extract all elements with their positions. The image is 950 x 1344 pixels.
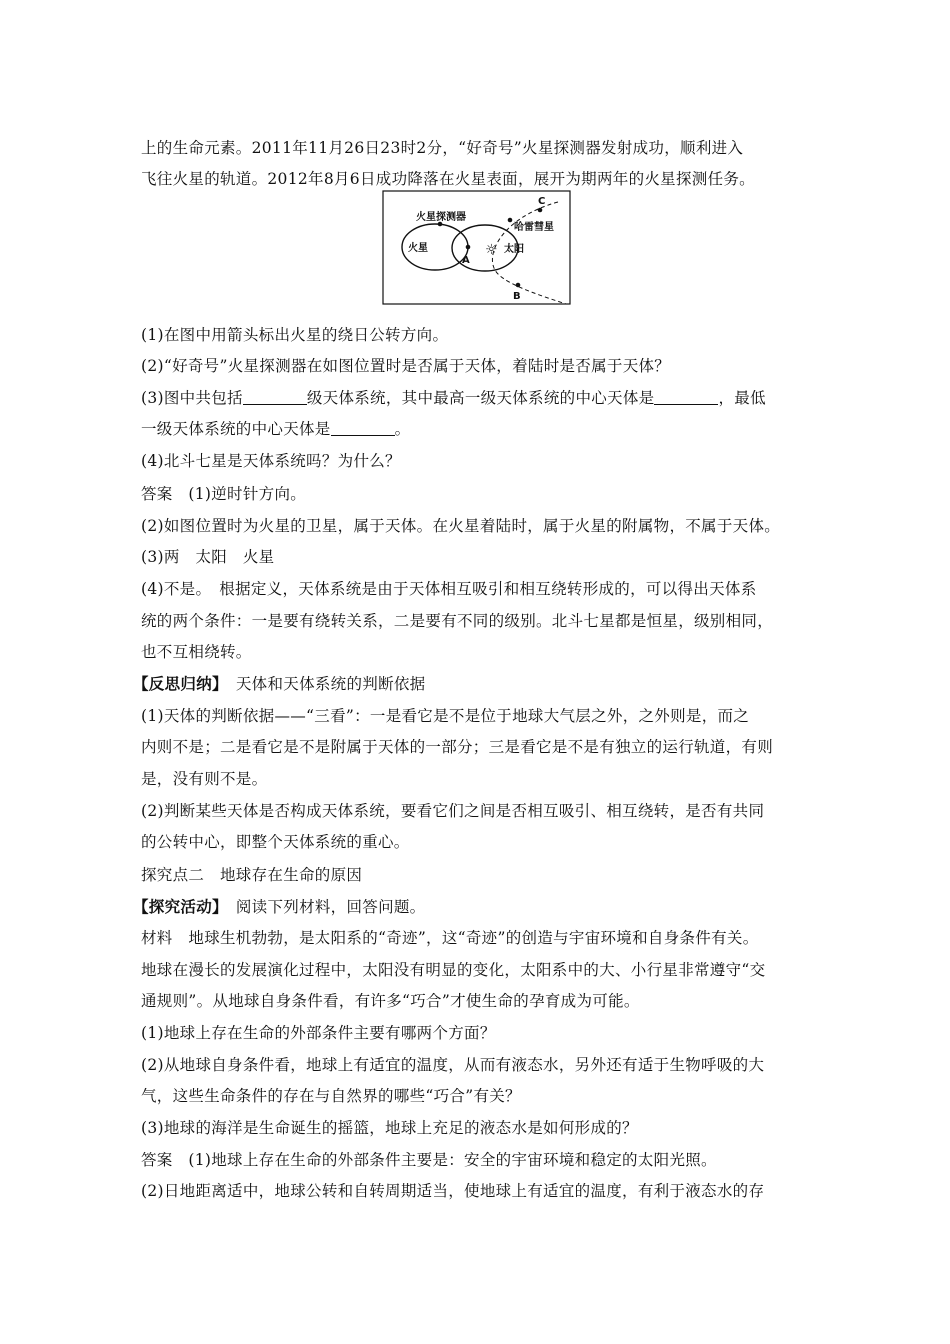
q3-text-e: 。 [394, 420, 411, 438]
q3-text-c: ，最低 [718, 389, 766, 407]
reflection-p2-line-1: (2)判断某些天体是否构成天体系统，要看它们之间是否相互吸引、相互绕转，是否有共同 [141, 802, 765, 820]
activity-heading [133, 896, 813, 918]
reflection-p1-line-2: 内则不是；二是看它是不是附属于天体的一部分；三是看它是不是有独立的运行轨道，有则 [141, 738, 774, 756]
answer-1: 答案 (1)逆时针方向。 [141, 485, 307, 503]
label-mars: 火星 [408, 243, 428, 254]
comet-point [508, 218, 513, 223]
label-probe: 火星探测器 [416, 212, 466, 223]
reflection-tag: 【反思归纳】 [133, 674, 221, 693]
point-a [466, 245, 471, 250]
section-2-question-1: (1)地球上存在生命的外部条件主要有哪两个方面？ [141, 1024, 496, 1042]
question-2: (2)“好奇号”火星探测器在如图位置时是否属于天体，着陆时是否属于天体？ [141, 357, 671, 375]
section-2-answer-1: 答案 (1)地球上存在生命的外部条件主要是：安全的宇宙环境和稳定的太阳光照。 [141, 1151, 717, 1169]
question-1: (1)在图中用箭头标出火星的绕日公转方向。 [141, 326, 449, 344]
answer-3: (3)两 太阳 火星 [141, 548, 275, 566]
answer-blank-2[interactable] [654, 388, 718, 405]
q3-text-b: 级天体系统，其中最高一级天体系统的中心天体是 [306, 389, 655, 407]
reflection-title: 天体和天体系统的判断依据 [220, 675, 426, 693]
label-a: A [462, 255, 470, 266]
answer-4-line-2: 统的两个条件：一是要有绕转关系，二是要有不同的级别。北斗七星都是恒星，级别相同， [141, 612, 774, 630]
label-b: B [513, 291, 521, 302]
answer-blank-1[interactable] [243, 388, 307, 405]
answer-2: (2)如图位置时为火星的卫星，属于天体。在火星着陆时，属于火星的附属物，不属于天体。 [141, 517, 781, 535]
section-2-title: 探究点二 地球存在生命的原因 [141, 866, 363, 884]
label-comet: 哈雷彗星 [514, 222, 554, 233]
answer-blank-3[interactable] [331, 419, 395, 436]
answer-4-line-1: (4)不是。 根据定义，天体系统是由于天体相互吸引和相互绕转形成的，可以得出天体系 [141, 580, 757, 598]
reflection-p2-line-2: 的公转中心，即整个天体系统的重心。 [141, 833, 410, 851]
material-line-2: 地球在漫长的发展演化过程中，太阳没有明显的变化，太阳系中的大、小行星非常遵守“交 [141, 961, 766, 979]
mars-orbit-diagram [382, 190, 572, 306]
q3-text-a: (3)图中共包括 [141, 389, 243, 407]
section-2-question-2-line-2: 气，这些生命条件的存在与自然界的哪些“巧合”有关？ [141, 1087, 521, 1105]
label-c: C [538, 196, 546, 207]
label-sun: 太阳 [504, 244, 524, 255]
section-2-question-3: (3)地球的海洋是生命诞生的摇篮，地球上充足的液态水是如何形成的？ [141, 1119, 638, 1137]
sun-icon: ☼ [485, 242, 498, 258]
material-line-3: 通规则”。从地球自身条件看，有许多“巧合”才使生命的孕育成为可能。 [141, 992, 640, 1010]
intro-line-1: 上的生命元素。2011年11月26日23时2分，“好奇号”火星探测器发射成功，顺利进入 [141, 139, 744, 157]
intro-line-2: 飞往火星的轨道。2012年8月6日成功降落在火星表面，展开为期两年的火星探测任务。 [141, 170, 755, 188]
question-4: (4)北斗七星是天体系统吗？为什么？ [141, 452, 401, 470]
activity-text: 阅读下列材料，回答问题。 [220, 898, 426, 916]
question-3-line-2 [141, 418, 821, 440]
q3-text-d: 一级天体系统的中心天体是 [141, 420, 331, 438]
material-line-1: 材料 地球生机勃勃，是太阳系的“奇迹”，这“奇迹”的创造与宇宙环境和自身条件有关。 [141, 929, 759, 947]
reflection-p1-line-3: 是，没有则不是。 [141, 770, 268, 788]
question-3-line-1 [141, 387, 821, 409]
point-c [538, 208, 543, 213]
reflection-heading [133, 673, 813, 695]
reflection-p1-line-1: (1)天体的判断依据——“三看”：一是看它是不是位于地球大气层之外，之外则是，而之 [141, 707, 750, 725]
point-b [516, 283, 521, 288]
answer-4-line-3: 也不互相绕转。 [141, 643, 252, 661]
activity-tag: 【探究活动】 [133, 897, 221, 916]
section-2-question-2-line-1: (2)从地球自身条件看，地球上有适宜的温度，从而有液态水，另外还有适于生物呼吸的大 [141, 1056, 765, 1074]
section-2-answer-2: (2)日地距离适中，地球公转和自转周期适当，使地球上有适宜的温度，有利于液态水的存 [141, 1182, 765, 1200]
